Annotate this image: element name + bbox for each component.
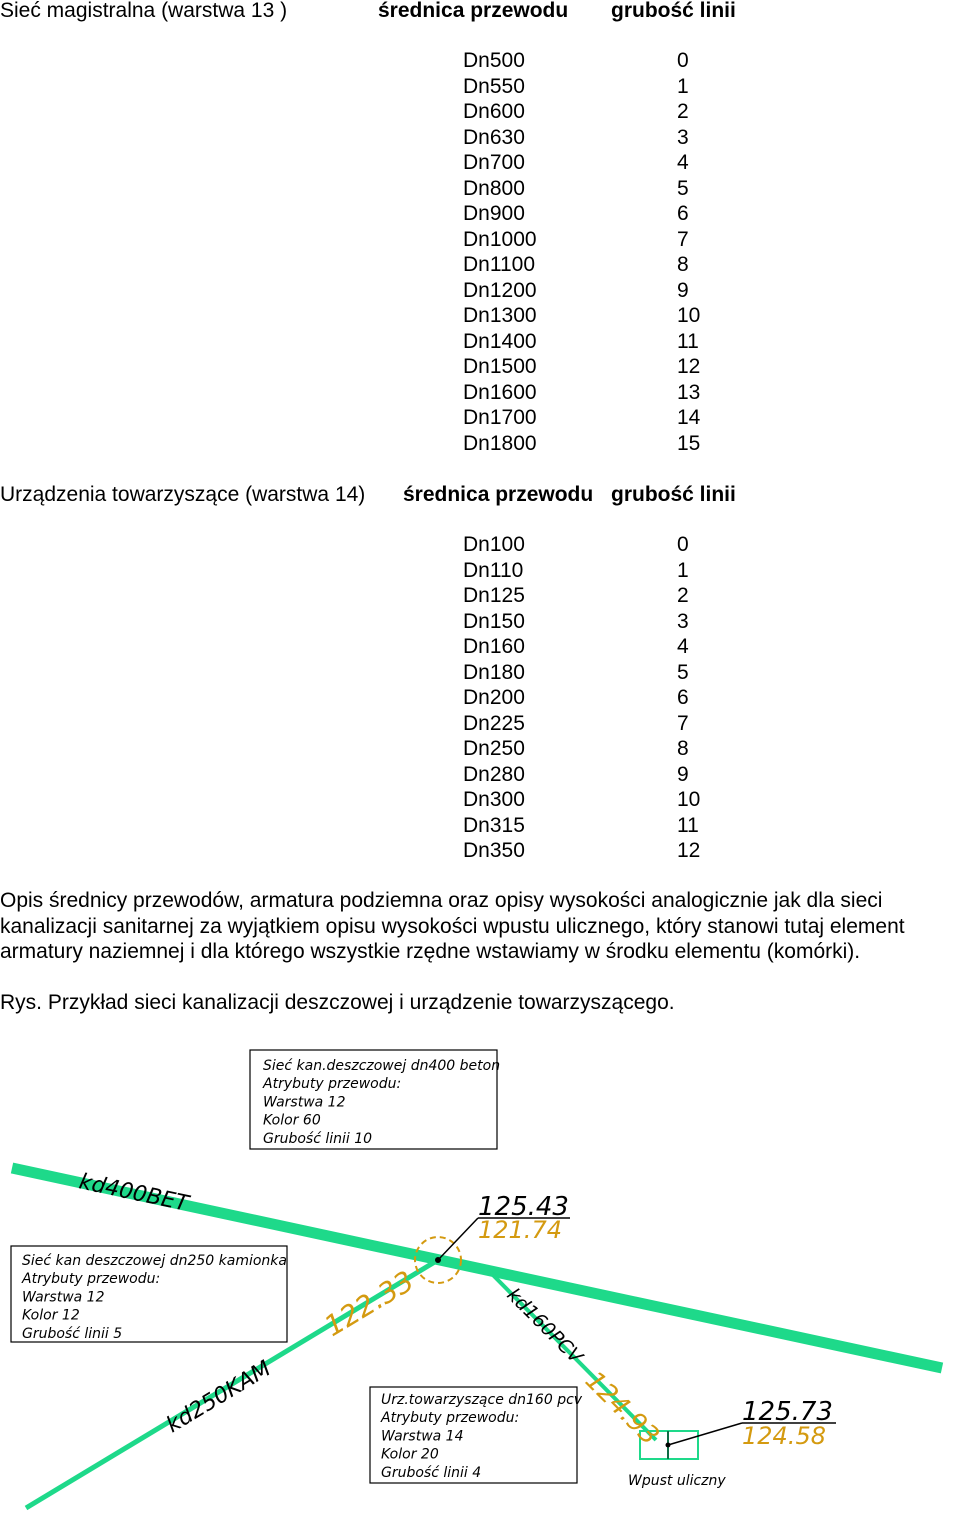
- box-line: Warstwa 12: [22, 1289, 105, 1306]
- diameter-cell: Dn160: [463, 635, 525, 658]
- thickness-cell: 12: [677, 355, 701, 378]
- thickness-cell: 8: [677, 253, 689, 276]
- inlet-label: Wpust uliczny: [628, 1473, 726, 1489]
- thickness-cell: 5: [677, 176, 689, 200]
- diameter-cell: Dn500: [463, 49, 525, 72]
- box-line: Warstwa 14: [381, 1428, 464, 1445]
- thickness-cell: 3: [677, 125, 689, 149]
- description-paragraph: Opis średnicy przewodów, armatura podziemna oraz opisy wysokości analogicznie jak dla sieci kanalizacji sanitarnej za wyjątkiem opisu wysokości wpustu ulicznego, który stanowi tutaj element armatury naziemnej i dla którego wszystkie rzędne wstawiamy w środku elementu (komórki).: [0, 889, 905, 963]
- thickness-cell: 4: [677, 151, 689, 174]
- diameter-cell: Dn110: [463, 558, 524, 582]
- thickness-cell: 3: [677, 609, 689, 633]
- device-pipe-label: kd160PCV: [502, 1283, 587, 1369]
- side-pipe-box-text: [21, 1253, 287, 1342]
- thickness-cell: 0: [677, 49, 689, 72]
- thickness-cell: 6: [677, 202, 689, 225]
- thickness-cell: 15: [677, 431, 701, 455]
- box-line: Atrybuty przewodu:: [263, 1076, 402, 1093]
- thickness-cell: 13: [677, 380, 701, 404]
- thickness-cell: 7: [677, 711, 689, 735]
- diameter-cell: Dn280: [463, 762, 525, 786]
- box-line: Warstwa 12: [263, 1094, 346, 1111]
- diameter-cell: Dn250: [463, 737, 525, 760]
- diameter-cell: Dn350: [463, 839, 525, 862]
- thickness-cell: 11: [677, 329, 699, 353]
- diameter-cell: Dn800: [463, 176, 525, 200]
- inlet-leader-line: [668, 1423, 742, 1445]
- diameter-cell: Dn100: [463, 533, 525, 556]
- box-line: Kolor 20: [381, 1446, 439, 1463]
- thickness-cell: 2: [677, 584, 689, 607]
- device-pipe-elev: 124.93: [579, 1365, 665, 1452]
- diameter-cell: Dn125: [463, 584, 525, 607]
- thickness-cell: 7: [677, 227, 689, 251]
- device-box-text: [380, 1392, 583, 1481]
- box-line: Grubość linii 10: [263, 1130, 373, 1147]
- section1-title: Sieć magistralna (warstwa 13 ): [0, 0, 288, 22]
- box-line: Atrybuty przewodu:: [22, 1271, 161, 1288]
- thickness-cell: 1: [677, 558, 689, 582]
- box-line: Kolor 12: [22, 1307, 80, 1324]
- section1-col-diameter: średnica przewodu: [378, 0, 569, 22]
- diameter-cell: Dn1100: [463, 253, 536, 276]
- main-pipe-box-text: [262, 1058, 500, 1147]
- diameter-cell: Dn1300: [463, 304, 537, 327]
- thickness-cell: 14: [677, 406, 701, 429]
- diameter-cell: Dn180: [463, 660, 525, 684]
- figure-caption: Rys. Przykład sieci kanalizacji deszczowej i urządzenie towarzyszącego.: [0, 991, 675, 1014]
- inlet-elev-bottom: 124.58: [742, 1422, 826, 1450]
- thickness-cell: 4: [677, 635, 689, 658]
- diameter-cell: Dn200: [463, 686, 525, 709]
- box-line: Sieć kan.deszczowej dn400 beton: [263, 1058, 501, 1074]
- diameter-cell: Dn1200: [463, 278, 537, 302]
- diameter-cell: Dn150: [463, 609, 525, 633]
- section2-col-diameter: średnica przewodu: [403, 483, 594, 506]
- section1-col-thickness: grubość linii: [611, 0, 736, 22]
- side-pipe-elev: 122.33: [318, 1264, 420, 1344]
- diameter-cell: Dn1400: [463, 329, 537, 353]
- section2-title: Urządzenia towarzyszące (warstwa 14): [0, 483, 366, 506]
- diameter-cell: Dn1700: [463, 406, 537, 429]
- diameter-cell: Dn1000: [463, 227, 537, 251]
- thickness-cell: 10: [677, 788, 701, 811]
- diameter-cell: Dn600: [463, 100, 525, 123]
- box-line: Kolor 60: [263, 1112, 321, 1129]
- manhole-elev-bottom: 121.74: [478, 1216, 562, 1244]
- thickness-cell: 11: [677, 813, 699, 837]
- drainage-drawing: [0, 1030, 960, 1514]
- inlet-elev-top: 125.73: [742, 1397, 833, 1427]
- box-line: Urz.towarzyszące dn160 pcv: [381, 1392, 583, 1408]
- diameter-cell: Dn1600: [463, 380, 537, 404]
- section2-col-thickness: grubość linii: [611, 483, 736, 506]
- thickness-cell: 0: [677, 533, 689, 556]
- main-pipe-label: kd400BET: [76, 1169, 191, 1217]
- street-inlet-cell-right: [668, 1431, 698, 1459]
- thickness-cell: 8: [677, 737, 689, 760]
- box-line: Grubość linii 4: [381, 1464, 482, 1481]
- diameter-cell: Dn1500: [463, 355, 537, 378]
- thickness-cell: 12: [677, 839, 701, 862]
- diameter-cell: Dn900: [463, 202, 525, 225]
- thickness-cell: 9: [677, 278, 689, 302]
- box-line: Atrybuty przewodu:: [381, 1410, 520, 1427]
- diameter-cell: Dn630: [463, 125, 525, 149]
- diameter-cell: Dn1800: [463, 431, 537, 455]
- manhole-elev-top: 125.43: [478, 1192, 569, 1222]
- thickness-cell: 9: [677, 762, 689, 786]
- thickness-cell: 2: [677, 100, 689, 123]
- diameter-cell: Dn550: [463, 74, 525, 98]
- diameter-cell: Dn225: [463, 711, 525, 735]
- diameter-cell: Dn315: [463, 813, 525, 837]
- box-line: Sieć kan deszczowej dn250 kamionka: [22, 1253, 287, 1269]
- diameter-cell: Dn300: [463, 788, 525, 811]
- manhole-leader-line: [438, 1218, 478, 1260]
- box-line: Grubość linii 5: [22, 1325, 123, 1342]
- thickness-cell: 1: [677, 74, 689, 98]
- side-pipe-label: kd250KAM: [162, 1356, 276, 1439]
- thickness-cell: 6: [677, 686, 689, 709]
- thickness-cell: 10: [677, 304, 701, 327]
- diameter-cell: Dn700: [463, 151, 525, 174]
- thickness-cell: 5: [677, 660, 689, 684]
